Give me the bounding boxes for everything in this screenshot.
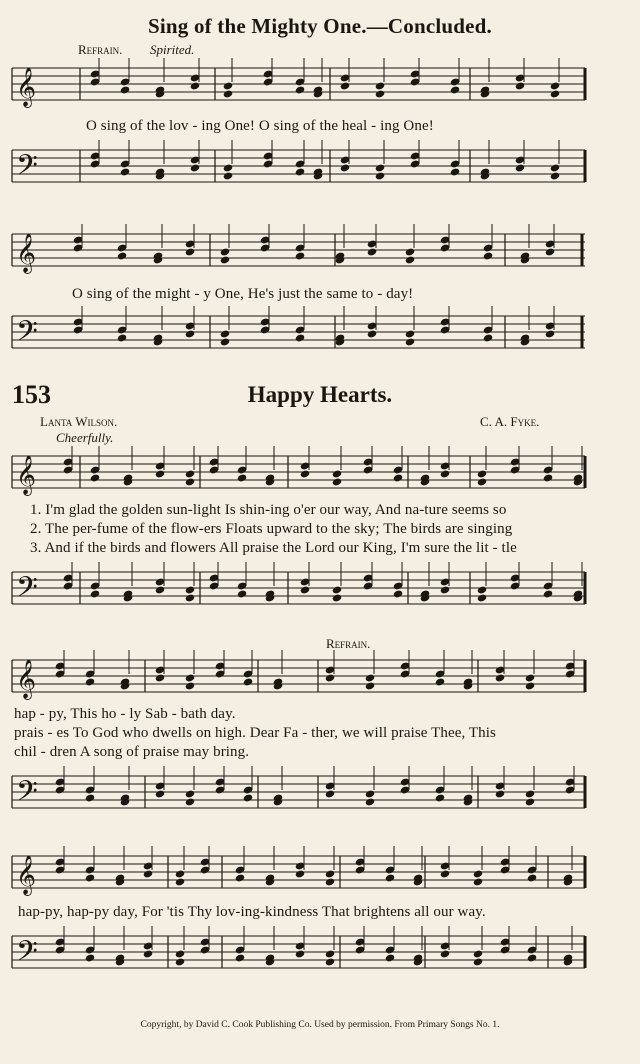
notehead	[525, 681, 535, 690]
notehead	[550, 163, 560, 172]
notehead	[295, 333, 305, 342]
notehead	[155, 673, 165, 682]
notehead	[450, 167, 460, 176]
clef-icon: 𝄞	[16, 659, 37, 699]
notehead	[550, 81, 560, 90]
clef-icon: 𝄢	[16, 149, 38, 189]
notehead	[143, 949, 153, 958]
notehead	[220, 337, 230, 346]
verse-3: 3. And if the birds and flowers All praise the Lord our King, I'm sure the lit - tle	[30, 540, 517, 556]
notehead	[332, 469, 342, 478]
notehead	[550, 171, 560, 180]
line2-lyric-1: hap - py, This ho - ly Sab - bath day.	[14, 706, 236, 722]
notehead	[220, 247, 230, 256]
notehead	[545, 247, 555, 256]
notehead	[85, 677, 95, 686]
notehead	[473, 877, 483, 886]
system-1-bass-staff	[0, 140, 640, 200]
notehead	[473, 949, 483, 958]
hymn-author: Lanta Wilson.	[40, 414, 118, 429]
notehead	[332, 585, 342, 594]
notehead	[473, 957, 483, 966]
notehead	[243, 677, 253, 686]
notehead	[295, 167, 305, 176]
notehead	[525, 797, 535, 806]
verse-1: 1. I'm glad the golden sun-light Is shin-ing o'er our way, And na-ture seems so	[30, 502, 507, 518]
notehead	[155, 789, 165, 798]
notehead	[385, 953, 395, 962]
clef-icon: 𝄢	[16, 315, 38, 355]
system-2-bass-staff	[0, 306, 640, 366]
notehead	[550, 89, 560, 98]
notehead	[175, 877, 185, 886]
notehead	[185, 329, 195, 338]
notehead	[325, 877, 335, 886]
clef-icon: 𝄞	[16, 455, 37, 495]
notehead	[440, 469, 450, 478]
verse-2: 2. The per-fume of the flow-ers Floats upward to the sky; The birds are singing	[30, 521, 513, 537]
system-4-treble-staff	[0, 650, 640, 710]
notehead	[527, 873, 537, 882]
section-title: Sing of the Mighty One.—Concluded.	[148, 14, 492, 38]
clef-icon: 𝄞	[16, 233, 37, 273]
notehead	[385, 873, 395, 882]
notehead	[525, 789, 535, 798]
notehead	[365, 789, 375, 798]
notehead	[185, 681, 195, 690]
notehead	[300, 585, 310, 594]
clef-icon: 𝄞	[16, 67, 37, 107]
notehead	[477, 477, 487, 486]
notehead	[223, 163, 233, 172]
notehead	[393, 473, 403, 482]
notehead	[340, 81, 350, 90]
notehead	[325, 673, 335, 682]
notehead	[185, 593, 195, 602]
notehead	[295, 251, 305, 260]
notehead	[175, 957, 185, 966]
line2-lyric-3: chil - dren A song of praise may bring.	[14, 744, 250, 760]
notehead	[237, 589, 247, 598]
notehead	[185, 673, 195, 682]
notehead	[405, 255, 415, 264]
notehead	[243, 793, 253, 802]
notehead	[185, 585, 195, 594]
notehead	[90, 589, 100, 598]
notehead	[325, 869, 335, 878]
notehead	[220, 329, 230, 338]
notehead	[450, 85, 460, 94]
notehead	[325, 789, 335, 798]
notehead	[365, 673, 375, 682]
notehead	[235, 953, 245, 962]
notehead	[185, 797, 195, 806]
notehead	[235, 873, 245, 882]
notehead	[223, 89, 233, 98]
notehead	[367, 329, 377, 338]
notehead	[325, 957, 335, 966]
clef-icon: 𝄞	[16, 855, 37, 895]
notehead	[435, 677, 445, 686]
notehead	[223, 81, 233, 90]
notehead	[495, 673, 505, 682]
notehead	[440, 949, 450, 958]
clef-icon: 𝄢	[16, 935, 38, 975]
notehead	[405, 247, 415, 256]
notehead	[325, 949, 335, 958]
notehead	[543, 473, 553, 482]
system-4-bass-staff	[0, 766, 640, 826]
refrain-label: Refrain.	[326, 636, 371, 651]
copyright-footer: Copyright, by David C. Cook Publishing Co. Used by permission. From Primary Songs No. 1.	[140, 1020, 500, 1030]
notehead	[143, 869, 153, 878]
line2-lyric-2: prais - es To God who dwells on high. Dear Fa - ther, we will praise Thee, This	[14, 725, 496, 741]
system-1-lyric: O sing of the lov - ing One! O sing of the heal - ing One!	[86, 118, 434, 134]
notehead	[515, 163, 525, 172]
tempo-top: Spirited.	[150, 42, 195, 57]
notehead	[190, 163, 200, 172]
notehead	[477, 469, 487, 478]
notehead	[477, 593, 487, 602]
notehead	[185, 247, 195, 256]
notehead	[223, 171, 233, 180]
notehead	[300, 469, 310, 478]
notehead	[440, 869, 450, 878]
notehead	[295, 949, 305, 958]
notehead	[85, 873, 95, 882]
clef-icon: 𝄢	[16, 571, 38, 611]
notehead	[185, 477, 195, 486]
notehead	[483, 333, 493, 342]
notehead	[515, 81, 525, 90]
notehead	[405, 329, 415, 338]
system-5-bass-staff	[0, 926, 640, 986]
system-1-treble-staff	[0, 58, 640, 118]
notehead	[295, 869, 305, 878]
notehead	[543, 589, 553, 598]
hymn-number: 153	[12, 380, 51, 409]
notehead	[220, 255, 230, 264]
system-2-treble-staff	[0, 224, 640, 284]
notehead	[185, 469, 195, 478]
notehead	[117, 333, 127, 342]
notehead	[120, 167, 130, 176]
hymn-tempo: Cheerfully.	[56, 430, 114, 445]
notehead	[120, 85, 130, 94]
notehead	[477, 585, 487, 594]
notehead	[90, 473, 100, 482]
notehead	[332, 477, 342, 486]
notehead	[117, 251, 127, 260]
notehead	[435, 793, 445, 802]
notehead	[375, 171, 385, 180]
notehead	[190, 81, 200, 90]
notehead	[527, 953, 537, 962]
system-2-lyric: O sing of the might - y One, He's just the same to - day!	[72, 286, 414, 302]
notehead	[405, 337, 415, 346]
refrain-label-top: Refrain.	[78, 42, 123, 57]
notehead	[375, 89, 385, 98]
notehead	[473, 869, 483, 878]
notehead	[367, 247, 377, 256]
notehead	[85, 953, 95, 962]
notehead	[545, 329, 555, 338]
notehead	[440, 585, 450, 594]
notehead	[185, 789, 195, 798]
notehead	[393, 589, 403, 598]
notehead	[375, 163, 385, 172]
notehead	[175, 869, 185, 878]
hymn-title: Happy Hearts.	[247, 382, 393, 407]
notehead	[365, 797, 375, 806]
notehead	[295, 85, 305, 94]
notehead	[365, 681, 375, 690]
notehead	[155, 469, 165, 478]
notehead	[237, 473, 247, 482]
notehead	[495, 789, 505, 798]
notehead	[340, 163, 350, 172]
clef-icon: 𝄢	[16, 775, 38, 815]
notehead	[155, 585, 165, 594]
system-3-bass-staff	[0, 562, 640, 622]
system-3-treble-staff	[0, 446, 640, 506]
final-lyric: hap-py, hap-py day, For 'tis Thy lov-ing-kindness That brightens all our way.	[18, 904, 486, 920]
hymn-composer: C. A. Fyke.	[480, 414, 540, 429]
notehead	[85, 793, 95, 802]
notehead	[175, 949, 185, 958]
notehead	[483, 251, 493, 260]
system-5-treble-staff	[0, 846, 640, 906]
notehead	[525, 673, 535, 682]
notehead	[332, 593, 342, 602]
notehead	[375, 81, 385, 90]
